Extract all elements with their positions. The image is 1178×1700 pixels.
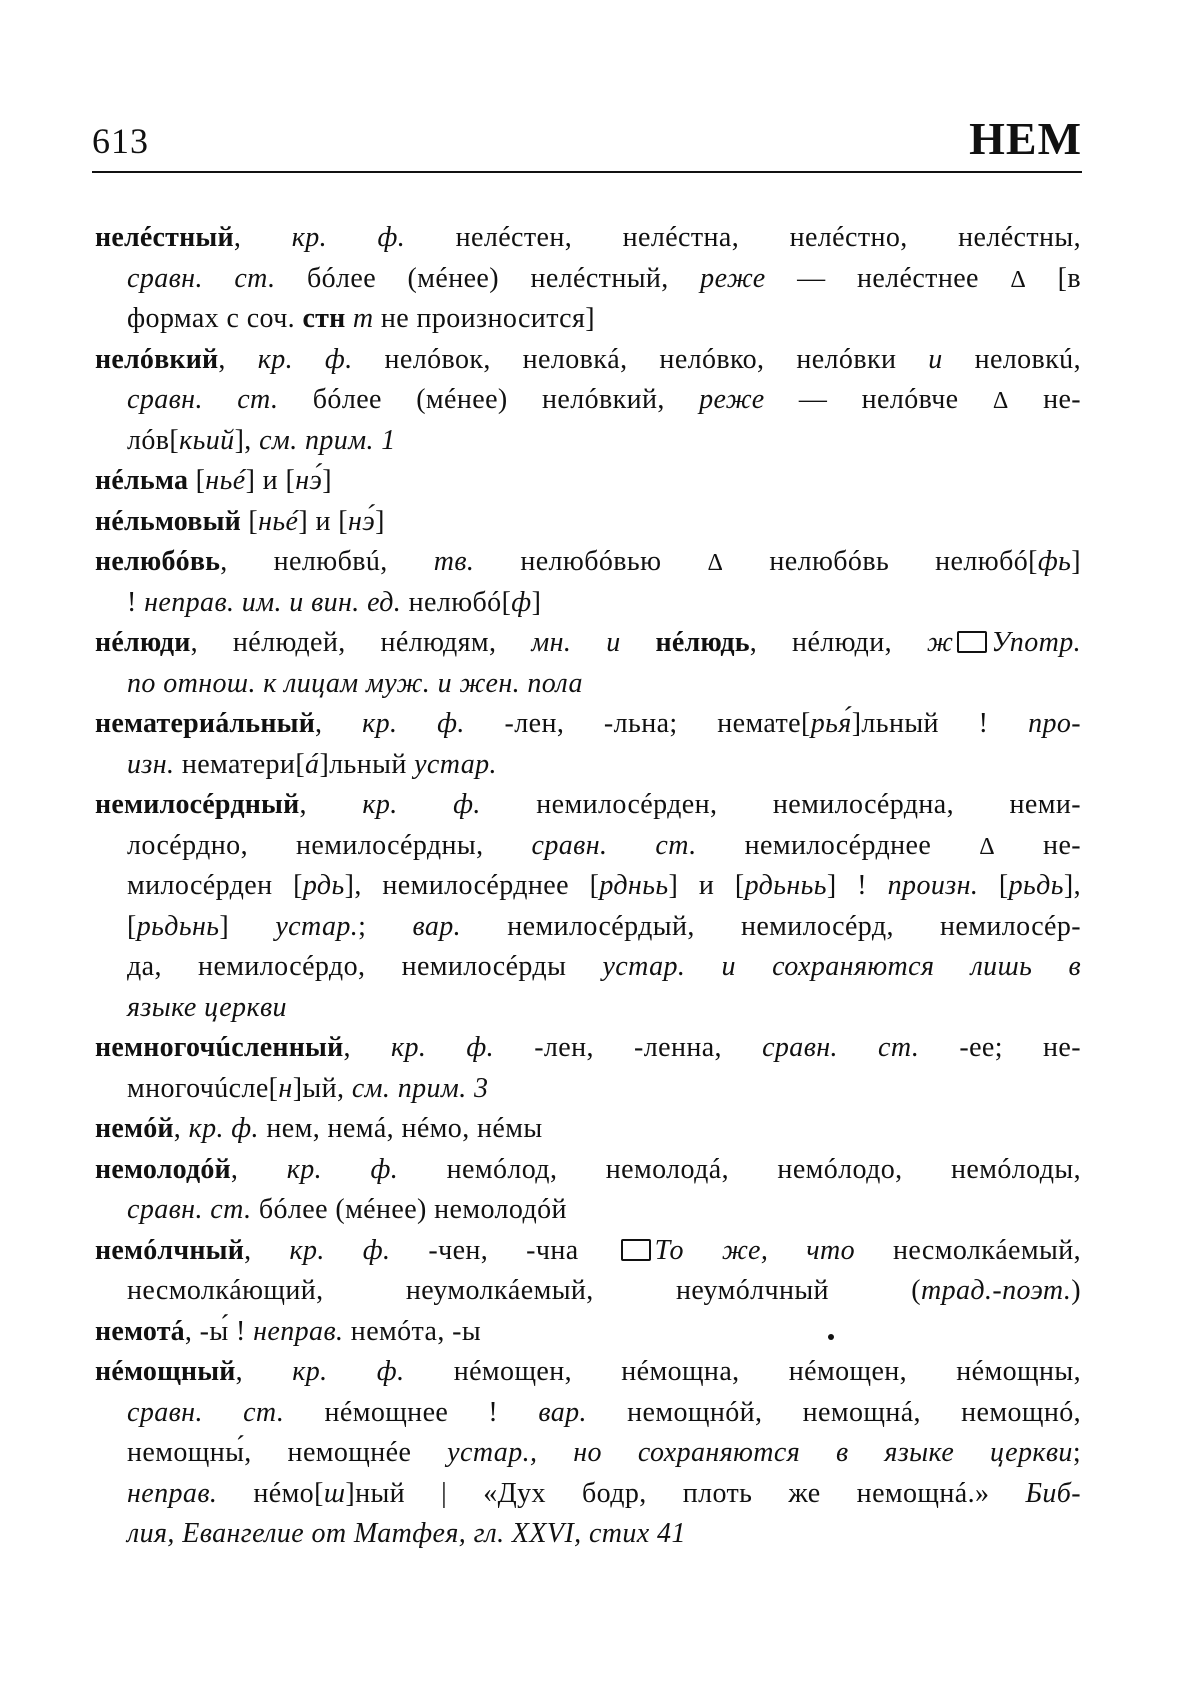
entry-text: немóта, -ы <box>343 1315 482 1347</box>
entry-line <box>95 1312 1081 1353</box>
entry-line <box>95 502 1081 543</box>
grammar-label: вар. <box>538 1396 587 1428</box>
running-head-word: НЕМ <box>969 113 1082 164</box>
entry-text: нéмощнее ! <box>284 1396 539 1428</box>
grammar-label: ньé <box>205 465 246 496</box>
grammar-label: изн. <box>127 748 175 780</box>
entry-continuation-line <box>95 259 1081 300</box>
entry-text: — нелéстнее <box>765 262 1011 294</box>
headword: немилосéрдный <box>95 789 300 820</box>
entry-text: ; <box>1072 1437 1081 1468</box>
entry-line <box>95 704 1081 745</box>
entry-text: немóлод, немолодá, немóлодо, немóлоды, <box>398 1153 1081 1185</box>
grammar-label: кр. ф. <box>188 1113 259 1144</box>
entry-text: ; <box>358 910 413 942</box>
entry-continuation-line <box>95 299 1081 340</box>
grammar-label: рьдьнь <box>136 910 220 942</box>
entry-text: не- <box>995 829 1081 861</box>
scan-speck <box>828 1334 834 1340</box>
grammar-label: произн. <box>887 870 979 901</box>
grammar-label: á <box>305 748 320 780</box>
entry-text: немощнóй, немощнá, немощнó, <box>586 1396 1082 1428</box>
grammar-label: т <box>352 303 374 334</box>
grammar-label: устар. и сохраняются лишь в <box>602 951 1081 982</box>
grammar-label: ф <box>511 586 532 618</box>
headword: нематериáльный <box>95 708 316 739</box>
grammar-label: языке церкви <box>127 991 287 1023</box>
entry-text: , <box>233 222 292 253</box>
entry-line <box>95 542 1081 583</box>
entry-continuation-line <box>95 1190 1081 1231</box>
grammar-label: неправ. им. и вин. ед. <box>144 586 402 618</box>
page-number: 613 <box>92 121 149 161</box>
entry-text: нелюбó[ <box>401 586 512 618</box>
grammar-label: кр. ф. <box>286 1153 399 1185</box>
grammar-label: сравн. ст. <box>762 1032 920 1063</box>
grammar-label: кр. ф. <box>291 222 406 253</box>
entry-continuation-line <box>95 1474 1081 1515</box>
grammar-label: реже <box>700 262 766 294</box>
grammar-label: тв. <box>433 546 475 577</box>
entry-text: бóлее (мéнее) нелéстный, <box>275 262 701 294</box>
entry-text: несмолкáющий, неумолкáемый, неумóлчный ( <box>127 1275 921 1306</box>
entry-line <box>95 340 1081 381</box>
grammar-label: сравн. ст. <box>127 1396 285 1428</box>
triangle-icon: Δ <box>979 833 996 860</box>
entry-continuation-line <box>95 947 1081 988</box>
triangle-icon: Δ <box>1010 266 1027 293</box>
entry-text: ], <box>234 424 260 456</box>
entry-text: ] и [ <box>245 465 296 496</box>
grammar-label: рдьньь <box>744 870 827 901</box>
entry-text: , <box>244 1234 290 1266</box>
entry-line <box>95 218 1081 259</box>
entry-text: , -ы́ ! <box>184 1315 254 1347</box>
entry-text: ) <box>1071 1275 1081 1306</box>
header-rule <box>92 171 1082 173</box>
grammar-label: рья́ <box>810 708 852 739</box>
entry-line <box>95 1109 1081 1150</box>
entry-text: бóлее (мéнее) нелóвкий, <box>278 384 700 415</box>
entry-text: -ее; не- <box>919 1032 1081 1063</box>
grammar-label: кр. ф. <box>362 708 465 739</box>
entry-text <box>345 303 352 334</box>
entry-text: ! <box>127 586 145 618</box>
usage-note-box-icon <box>621 1239 651 1261</box>
entry-text: ]льный ! <box>851 708 1029 739</box>
grammar-label: см. прим. 1 <box>259 424 396 456</box>
entry-text: , <box>343 1032 391 1063</box>
entry-text: , нéлюди, <box>749 627 927 658</box>
entry-text: немощны́, немощнée <box>127 1437 448 1468</box>
headword: нелóвкий <box>95 343 219 375</box>
grammar-label: рьдь <box>1008 870 1064 901</box>
entry-text: [ <box>978 870 1009 901</box>
grammar-label: мн. и <box>531 627 621 658</box>
grammar-label: Биб- <box>1025 1477 1081 1509</box>
entry-continuation-line <box>95 1393 1081 1434</box>
entry-text: , <box>235 1356 293 1387</box>
entry-text: ] <box>1071 546 1082 577</box>
grammar-label: Употр. <box>991 627 1082 658</box>
grammar-label: кьий <box>179 424 235 456</box>
entry-continuation-line <box>95 866 1081 907</box>
grammar-label: ш <box>323 1477 346 1509</box>
grammar-label: сравн. ст. <box>531 829 697 861</box>
entry-text: ]ый, <box>292 1072 352 1104</box>
entry-text: ]ный | «Дух бодр, плоть же немощнá.» <box>345 1477 1026 1509</box>
entry-text: ], немилосéрднее [ <box>344 870 600 901</box>
grammar-label: вар. <box>412 910 462 942</box>
entry-text: немилосéрдый, немилосéрд, немилосéр- <box>461 910 1081 942</box>
usage-note-box-icon <box>957 631 987 653</box>
entry-line <box>95 785 1081 826</box>
entry-text: , нелюбвú, <box>220 546 434 577</box>
entry-text: нелéстен, нелéстна, нелéстно, нелéстны, <box>405 222 1081 253</box>
entry-text: ] <box>322 465 332 496</box>
entry-text: формах с соч. <box>127 303 303 334</box>
grammar-label: нэ́ <box>295 465 323 496</box>
entry-text: немилосéрднее <box>696 829 980 861</box>
entry-text: , <box>230 1153 287 1185</box>
entry-text: [ <box>241 505 259 537</box>
grammar-label: и <box>928 343 943 375</box>
entry-line <box>95 623 1081 664</box>
entry-text: нéмощен, нéмощна, нéмощен, нéмощны, <box>404 1356 1081 1387</box>
headword: нéльмовый <box>95 505 241 537</box>
entry-text: ]льный <box>319 748 415 780</box>
headword: нéлюдь <box>655 627 750 658</box>
entry-continuation-line <box>95 664 1081 705</box>
grammar-label: трад.-поэт. <box>920 1275 1072 1306</box>
entry-text: не- <box>1008 384 1082 415</box>
grammar-label: ньé <box>258 505 299 537</box>
grammar-label: неправ. <box>253 1315 344 1347</box>
entry-continuation-line <box>95 1514 1081 1555</box>
entry-continuation-line <box>95 907 1081 948</box>
entry-text: многочúсле[ <box>127 1072 279 1104</box>
headword: немóлчный <box>95 1234 245 1266</box>
grammar-label: рдь <box>302 870 345 901</box>
entry-continuation-line <box>95 988 1081 1029</box>
headword: немотá <box>95 1315 185 1347</box>
entry-text: нелюбóвью <box>474 546 708 577</box>
entry-text: , <box>218 343 258 375</box>
entry-text: -лен, -льна; немате[ <box>464 708 811 739</box>
entry-text: нем, немá, нéмо, нéмы <box>258 1113 543 1144</box>
grammar-label: нэ́ <box>348 505 376 537</box>
entry-text: не произносится] <box>373 303 595 334</box>
headword: немногочúсленный <box>95 1032 344 1063</box>
entry-text: , <box>299 789 363 820</box>
entry-text: -чен, -чна <box>390 1234 617 1266</box>
grammar-label: ж <box>926 627 954 658</box>
grammar-label: То же, что <box>654 1234 855 1266</box>
entry-line <box>95 1150 1081 1191</box>
entry-text: нелюбóвь нелюбó[ <box>723 546 1038 577</box>
entry-text: ] <box>531 586 542 618</box>
grammar-label: н <box>278 1072 293 1104</box>
entry-text: [ <box>127 910 137 942</box>
entry-text: ], <box>1063 870 1081 901</box>
entry-text: -лен, -ленна, <box>494 1032 763 1063</box>
triangle-icon: Δ <box>707 550 724 576</box>
entry-text: [в <box>1026 262 1081 294</box>
headword: нéмощный <box>95 1356 236 1387</box>
entry-text: лосéрдно, немилосéрдны, <box>127 829 532 861</box>
grammar-label: кр. ф. <box>257 343 353 375</box>
grammar-label: кр. ф. <box>390 1032 495 1063</box>
entry-text: , нéлюдей, нéлюдям, <box>190 627 532 658</box>
entry-text: ] и [ <box>668 870 745 901</box>
entry-continuation-line <box>95 421 1081 462</box>
entry-text: нематери[ <box>174 748 306 780</box>
entry-text: , <box>173 1113 189 1144</box>
entry-continuation-line <box>95 583 1081 624</box>
entry-continuation-line <box>95 1069 1081 1110</box>
grammar-label: кр. ф. <box>289 1234 391 1266</box>
running-head <box>92 112 1082 164</box>
entry-text: неловкú, <box>942 343 1081 375</box>
entry-continuation-line <box>95 380 1081 421</box>
entry-continuation-line <box>95 745 1081 786</box>
entry-line <box>95 1028 1081 1069</box>
triangle-icon: Δ <box>992 388 1009 414</box>
grammar-label: сравн. ст. <box>127 1194 252 1225</box>
entry-text: ] <box>375 505 385 537</box>
entry-text: нелóвок, неловкá, нелóвко, нелóвки <box>352 343 929 375</box>
headword: нелéстный <box>95 222 234 253</box>
grammar-label: устар., но сохраняются в языке церкви <box>447 1437 1073 1468</box>
grammar-label: реже <box>699 384 765 415</box>
headword: нéлюди <box>95 627 191 658</box>
headword: стн <box>302 303 346 334</box>
entry-text: , <box>315 708 363 739</box>
headword: немóй <box>95 1113 174 1144</box>
headword: немолодóй <box>95 1153 231 1185</box>
grammar-label: по отнош. к лицам муж. и жен. пола <box>127 667 583 699</box>
entry-text: немилосéрден, немилосéрдна, неми- <box>480 789 1081 820</box>
entry-text: несмолкáемый, <box>854 1234 1081 1266</box>
grammar-label: см. прим. 3 <box>351 1072 489 1104</box>
entry-continuation-line <box>95 1271 1081 1312</box>
grammar-label: кр. ф. <box>292 1356 405 1387</box>
entry-text: нéмо[ <box>217 1477 324 1509</box>
entry-line <box>95 1352 1081 1393</box>
grammar-label: фь <box>1037 546 1072 577</box>
entry-text: ] и [ <box>298 505 349 537</box>
headword: нéльма <box>95 465 189 496</box>
dictionary-entries <box>95 218 1081 1555</box>
entry-line <box>95 1231 1081 1272</box>
grammar-label: сравн. ст. <box>127 384 279 415</box>
entry-text: ] ! <box>826 870 888 901</box>
grammar-label: неправ. <box>127 1477 218 1509</box>
entry-text: бóлее (мéнее) немолодóй <box>251 1194 567 1225</box>
entry-continuation-line <box>95 1433 1081 1474</box>
grammar-label: лия, Евангелие от Матфея, гл. XXVI, стих 41 <box>127 1518 686 1549</box>
entry-text: милосéрден [ <box>127 870 303 901</box>
headword: нелюбóвь <box>95 546 221 577</box>
entry-continuation-line <box>95 826 1081 867</box>
entry-text <box>621 627 656 658</box>
entry-text: ] <box>219 910 276 942</box>
grammar-label: про- <box>1028 708 1081 739</box>
grammar-label: устар. <box>414 748 497 780</box>
entry-text: лóв[ <box>127 424 180 456</box>
grammar-label: сравн. ст. <box>127 262 276 294</box>
grammar-label: кр. ф. <box>362 789 481 820</box>
entry-text: да, немилосéрдо, немилосéрды <box>127 951 603 982</box>
grammar-label: устар. <box>275 910 359 942</box>
entry-text: [ <box>188 465 206 496</box>
entry-line <box>95 461 1081 502</box>
grammar-label: рдньь <box>599 870 669 901</box>
entry-text: — нелóвче <box>764 384 993 415</box>
